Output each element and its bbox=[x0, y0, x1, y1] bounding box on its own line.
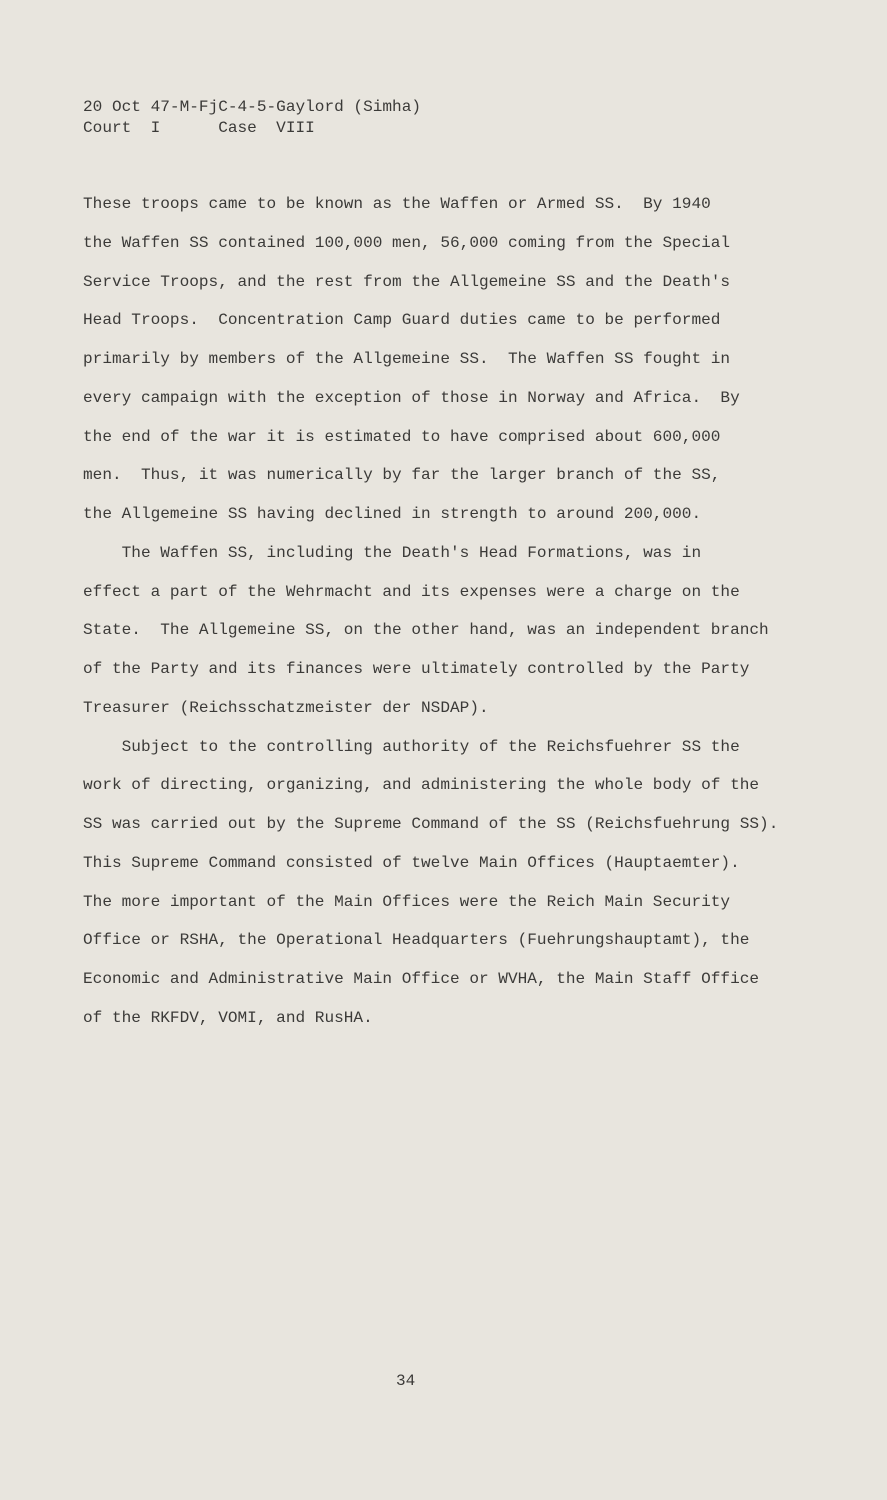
text-line: The more important of the Main Offices were the Reich Main Security bbox=[83, 892, 731, 911]
text-line: This Supreme Command consisted of twelve Main Offices (Hauptaemter). bbox=[83, 853, 740, 872]
text-line: The Waffen SS, including the Death's Head Formations, was in bbox=[83, 543, 702, 562]
text-line: effect a part of the Wehrmacht and its expenses were a charge on the bbox=[83, 582, 740, 601]
text-line: These troops came to be known as the Waffen or Armed SS. By 1940 bbox=[83, 195, 711, 213]
header-reference: 20 Oct 47-M-FjC-4-5-Gaylord (Simha) bbox=[83, 98, 422, 116]
text-line: men. Thus, it was numerically by far the larger branch of the SS, bbox=[83, 466, 721, 485]
text-line: the end of the war it is estimated to have comprised about 600,000 bbox=[83, 427, 721, 446]
text-line: Head Troops. Concentration Camp Guard duties came to be performed bbox=[83, 311, 721, 330]
text-line: SS was carried out by the Supreme Command of the SS (Reichsfuehrung SS). bbox=[83, 815, 779, 833]
text-line: Service Troops, and the rest from the Allgemeine SS and the Death's bbox=[83, 272, 731, 291]
text-line: Office or RSHA, the Operational Headquarters (Fuehrungshauptamt), the bbox=[83, 931, 750, 950]
text-line: the Waffen SS contained 100,000 men, 56,000 coming from the Special bbox=[83, 233, 731, 252]
text-line: the Allgemeine SS having declined in strength to around 200,000. bbox=[83, 505, 702, 523]
text-line: every campaign with the exception of those in Norway and Africa. By bbox=[83, 388, 740, 407]
page-number: 34 bbox=[396, 1372, 416, 1390]
text-line: Treasurer (Reichsschatzmeister der NSDAP). bbox=[83, 698, 489, 717]
text-line: Economic and Administrative Main Office or WVHA, the Main Staff Office bbox=[83, 970, 760, 988]
text-line: primarily by members of the Allgemeine SS. The Waffen SS fought in bbox=[83, 350, 731, 368]
text-line: Subject to the controlling authority of the Reichsfuehrer SS the bbox=[83, 737, 740, 756]
text-line: State. The Allgemeine SS, on the other hand, was an independent branch bbox=[83, 621, 769, 640]
text-line: of the RKFDV, VOMI, and RusHA. bbox=[83, 1008, 373, 1027]
text-line: of the Party and its finances were ultimately controlled by the Party bbox=[83, 660, 750, 678]
header-court-case: Court I Case VIII bbox=[83, 119, 315, 137]
text-line: work of directing, organizing, and administering the whole body of the bbox=[83, 776, 760, 795]
